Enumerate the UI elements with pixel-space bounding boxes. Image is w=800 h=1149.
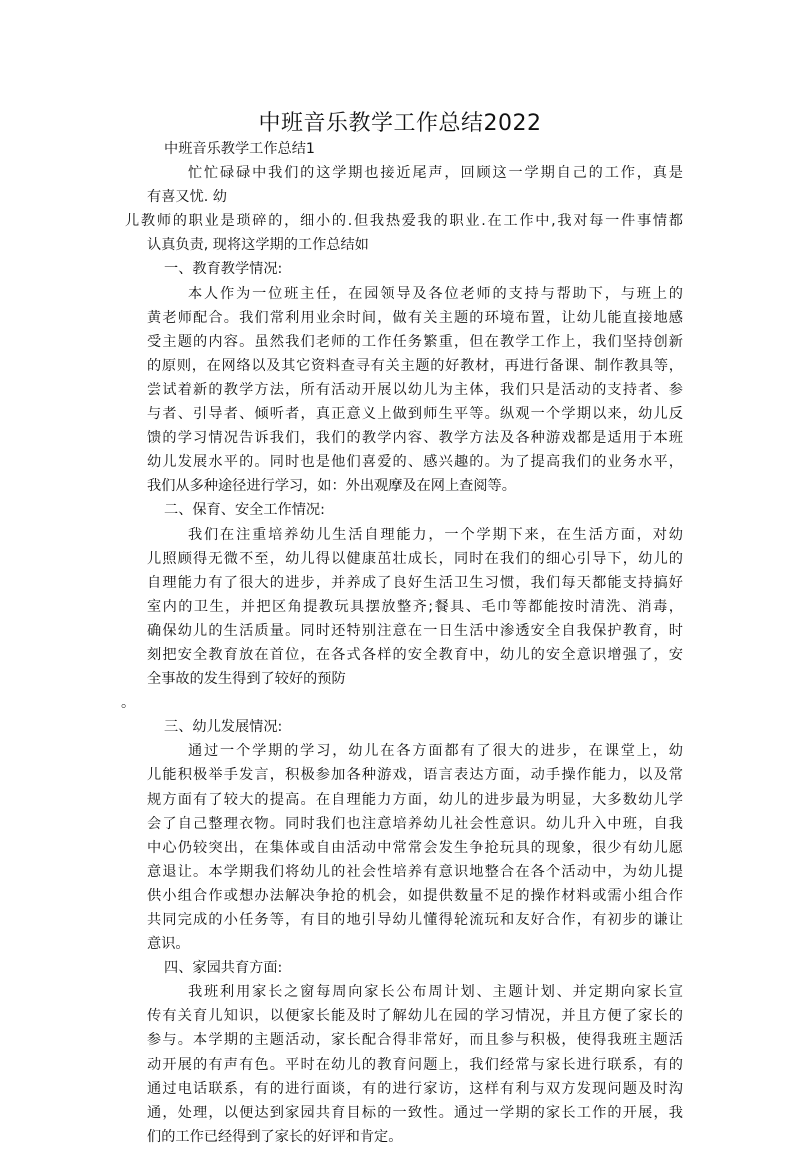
text-line: 二、保育、安全工作情况: (164, 502, 325, 519)
document-body (121, 137, 683, 1149)
text-line: 的原则，在网络以及其它资料查寻有关主题的好教材，再进行备课、制作教具等， (147, 357, 683, 374)
text-line: 尝试着新的教学方法，所有活动开展以幼儿为主体，我们只是活动的支持者、参 (147, 381, 683, 398)
text-line: 室内的卫生，并把区角提教玩具摆放整齐;餐具、毛巾等都能按时清洗、消毒， (147, 598, 683, 615)
text-line: 全事故的发生得到了较好的预防 (147, 671, 346, 688)
text-line: 通过电话联系，有的进行面谈，有的进行家访，这样有利与双方发现问题及时沟 (147, 1080, 683, 1097)
text-line: 儿教师的职业是琐碎的，细小的.但我热爱我的职业.在工作中,我对每一件事情都 (125, 213, 683, 230)
text-line: 儿能积极举手发言，积极参加各种游戏，语言表达方面，动手操作能力，以及常 (147, 767, 683, 784)
text-line: 意识。 (147, 936, 190, 953)
text-line: 三、幼儿发展情况: (164, 719, 283, 736)
text-line: 忙忙碌碌中我们的这学期也接近尾声，回顾这一学期自己的工作，真是 (188, 165, 683, 182)
text-line: 。 (121, 695, 136, 712)
text-line: 幼儿发展水平的。同时也是他们喜爱的、感兴趣的。为了提高我们的业务水平， (147, 454, 683, 471)
text-line: 传有关育儿知识，以便家长能及时了解幼儿在园的学习情况，并且方便了家长的 (147, 1008, 683, 1025)
text-line: 有喜又忧. 幼 (147, 189, 227, 206)
text-line: 们的工作已经得到了家长的好评和肯定。 (147, 1128, 403, 1145)
text-line: 我们在注重培养幼儿生活自理能力，一个学期下来，在生活方面，对幼 (188, 526, 683, 543)
text-line: 刻把安全教育放在首位，在各式各样的安全教育中，幼儿的安全意识增强了，安 (147, 646, 683, 663)
text-line: 会了自己整理衣物。同时我们也注意培养幼儿社会性意识。幼儿升入中班，自我 (147, 815, 683, 832)
text-line: 规方面有了较大的提高。在自理能力方面，幼儿的进步最为明显，大多数幼儿学 (147, 791, 683, 808)
text-line: 参与。本学期的主题活动，家长配合得非常好，而且参与积极，使得我班主题活 (147, 1032, 683, 1049)
text-line: 中心仍较突出，在集体或自由活动中常常会发生争抢玩具的现象，很少有幼儿愿 (147, 839, 683, 856)
text-line: 确保幼儿的生活质量。同时还特别注意在一日生活中渗透安全自我保护教育，时 (147, 622, 683, 639)
text-line: 本人作为一位班主任，在园领导及各位老师的支持与帮助下，与班上的 (188, 285, 683, 302)
text-line: 通过一个学期的学习，幼儿在各方面都有了很大的进步，在课堂上，幼 (188, 743, 683, 760)
text-line: 四、家园共育方面: (164, 960, 283, 977)
text-line: 受主题的内容。虽然我们老师的工作任务繁重，但在教学工作上，我们坚持创新 (147, 333, 683, 350)
text-line: 自理能力有了很大的进步，并养成了良好生活卫生习惯，我们每天都能支持搞好 (147, 574, 683, 591)
document-title: 中班音乐教学工作总结2022 (258, 111, 542, 136)
text-line: 黄老师配合。我们常利用业余时间，做有关主题的环境布置，让幼儿能直接地感 (147, 309, 683, 326)
text-line: 动开展的有声有色。平时在幼儿的教育问题上，我们经常与家长进行联系，有的 (147, 1056, 683, 1073)
text-line: 共同完成的小任务等，有目的地引导幼儿懂得轮流玩和友好合作，有初步的谦让 (147, 912, 683, 928)
text-line: 我们从多种途径进行学习，如：外出观摩及在网上查阅等。 (147, 478, 516, 495)
text-line: 儿照顾得无微不至，幼儿得以健康茁壮成长，同时在我们的细心引导下，幼儿的 (147, 550, 683, 567)
text-line: 一、教育教学情况: (164, 261, 283, 278)
text-line: 认真负责, 现将这学期的工作总结如 (147, 237, 369, 254)
text-line: 供小组合作或想办法解决争抢的机会，如提供数量不足的操作材料或需小组合作 (147, 887, 683, 904)
text-line: 馈的学习情况告诉我们，我们的教学内容、教学方法及各种游戏都是适用于本班 (147, 430, 683, 447)
text-line: 通，处理，以便达到家园共育目标的一致性。通过一学期的家长工作的开展，我 (147, 1104, 683, 1121)
text-line: 与者、引导者、倾听者，真正意义上做到师生平等。纵观一个学期以来，幼儿反 (147, 406, 683, 423)
text-line: 我班利用家长之窗每周向家长公布周计划、主题计划、并定期向家长宣 (188, 984, 683, 1001)
text-line: 意退让。本学期我们将幼儿的社会性培养有意识地整合在各个活动中，为幼儿提 (147, 863, 683, 880)
text-line: 中班音乐教学工作总结1 (164, 141, 315, 157)
